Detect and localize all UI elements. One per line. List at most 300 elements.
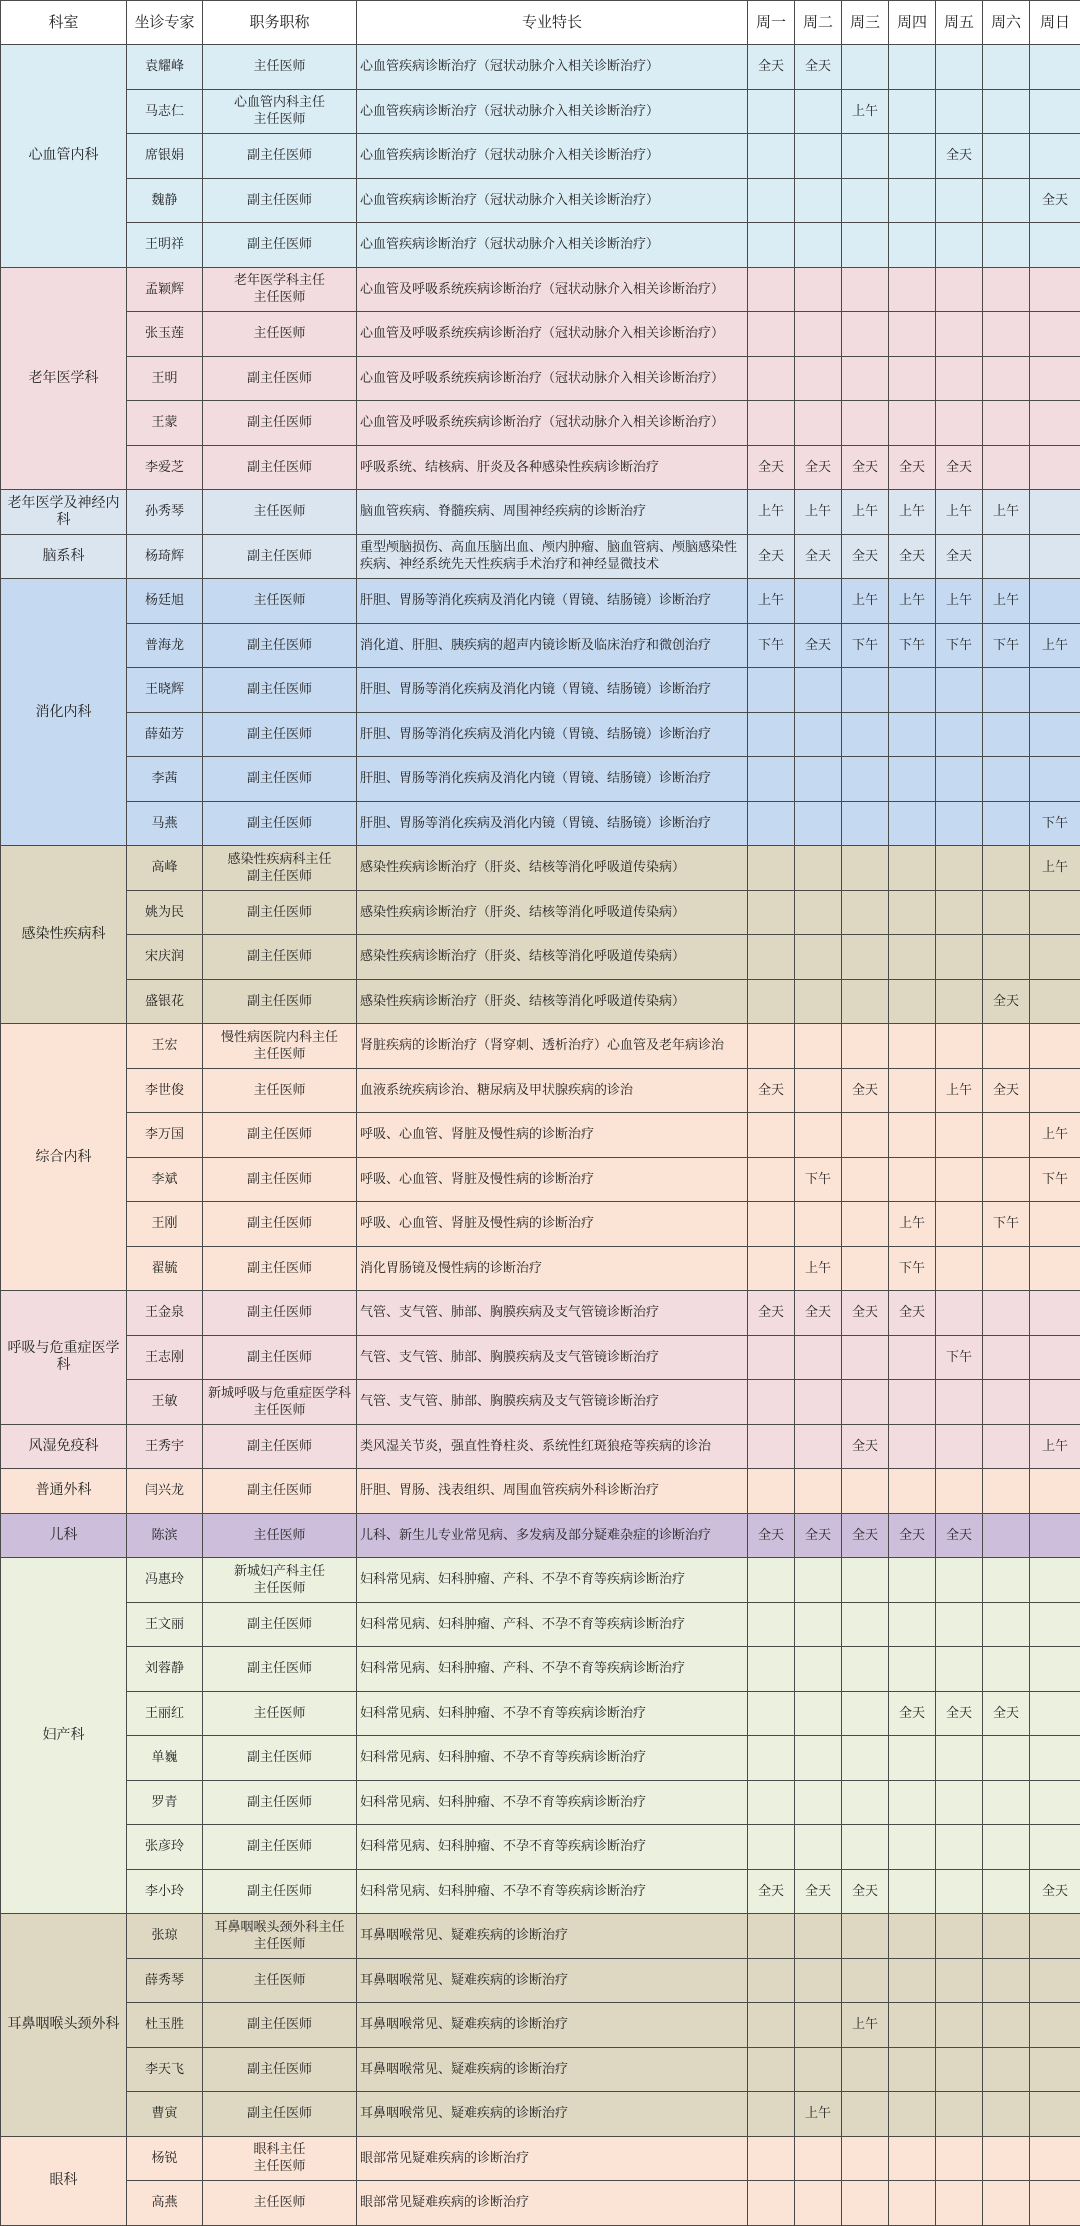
table-row bbox=[1, 1424, 1080, 1469]
header-title: 职务职称 bbox=[203, 1, 357, 45]
schedule-cell bbox=[748, 1780, 795, 1825]
specialty-cell: 心血管疾病诊断治疗（冠状动脉介入相关诊断治疗） bbox=[357, 134, 748, 179]
schedule-cell bbox=[842, 712, 889, 757]
schedule-cell bbox=[748, 223, 795, 268]
schedule-cell: 下午 bbox=[936, 623, 983, 668]
schedule-cell bbox=[795, 2003, 842, 2048]
doctor-title-cell: 副主任医师 bbox=[203, 1736, 357, 1781]
doctor-title-cell: 副主任医师 bbox=[203, 1602, 357, 1647]
doctor-title-cell: 副主任医师 bbox=[203, 1157, 357, 1202]
schedule-cell bbox=[748, 1825, 795, 1870]
schedule-cell bbox=[842, 801, 889, 846]
schedule-cell: 全天 bbox=[842, 1291, 889, 1336]
specialty-cell: 感染性疾病诊断治疗（肝炎、结核等消化呼吸道传染病） bbox=[357, 935, 748, 980]
doctor-title-cell: 副主任医师 bbox=[203, 712, 357, 757]
header-specialty: 专业特长 bbox=[357, 1, 748, 45]
schedule-cell bbox=[983, 134, 1030, 179]
schedule-cell bbox=[748, 1602, 795, 1647]
header-doctor: 坐诊专家 bbox=[127, 1, 203, 45]
doctor-name-cell: 刘蓉静 bbox=[127, 1647, 203, 1692]
schedule-cell: 全天 bbox=[795, 534, 842, 579]
schedule-cell bbox=[842, 668, 889, 713]
specialty-cell: 眼部常见疑难疾病的诊断治疗 bbox=[357, 2181, 748, 2226]
schedule-cell bbox=[795, 1780, 842, 1825]
schedule-cell bbox=[983, 1647, 1030, 1692]
table-row bbox=[1, 801, 1080, 846]
schedule-cell bbox=[936, 312, 983, 357]
table-row bbox=[1, 1869, 1080, 1914]
schedule-cell bbox=[936, 2092, 983, 2137]
table-row bbox=[1, 1736, 1080, 1781]
schedule-cell: 上午 bbox=[936, 1068, 983, 1113]
table-row bbox=[1, 356, 1080, 401]
schedule-cell: 全天 bbox=[983, 1691, 1030, 1736]
specialty-cell: 耳鼻咽喉常见、疑难疾病的诊断治疗 bbox=[357, 2003, 748, 2048]
schedule-cell: 全天 bbox=[889, 445, 936, 490]
schedule-cell bbox=[889, 89, 936, 134]
specialty-cell: 眼部常见疑难疾病的诊断治疗 bbox=[357, 2136, 748, 2181]
schedule-cell bbox=[936, 1157, 983, 1202]
schedule-cell bbox=[748, 1558, 795, 1603]
table-row bbox=[1, 1958, 1080, 2003]
table-row bbox=[1, 1335, 1080, 1380]
schedule-cell bbox=[889, 1558, 936, 1603]
schedule-cell: 全天 bbox=[795, 45, 842, 90]
table-row bbox=[1, 490, 1080, 535]
schedule-cell: 下午 bbox=[983, 1202, 1030, 1247]
schedule-cell bbox=[1030, 267, 1080, 312]
schedule-cell bbox=[795, 1335, 842, 1380]
specialty-cell: 肝胆、胃肠等消化疾病及消化内镜（胃镜、结肠镜）诊断治疗 bbox=[357, 801, 748, 846]
schedule-cell: 全天 bbox=[889, 1691, 936, 1736]
schedule-cell: 全天 bbox=[795, 1513, 842, 1558]
header-sat: 周六 bbox=[983, 1, 1030, 45]
doctor-title-cell: 副主任医师 bbox=[203, 1291, 357, 1336]
schedule-cell bbox=[795, 89, 842, 134]
doctor-title-cell: 副主任医师 bbox=[203, 1335, 357, 1380]
table-row bbox=[1, 1024, 1080, 1069]
schedule-cell bbox=[889, 757, 936, 802]
doctor-title-cell: 副主任医师 bbox=[203, 401, 357, 446]
schedule-cell bbox=[795, 1380, 842, 1425]
schedule-cell bbox=[748, 846, 795, 891]
doctor-name-cell: 王文丽 bbox=[127, 1602, 203, 1647]
table-row bbox=[1, 1469, 1080, 1514]
schedule-cell bbox=[936, 1246, 983, 1291]
doctor-title-cell: 副主任医师 bbox=[203, 1647, 357, 1692]
doctor-name-cell: 高峰 bbox=[127, 846, 203, 891]
schedule-cell bbox=[1030, 890, 1080, 935]
schedule-cell bbox=[1030, 1825, 1080, 1870]
schedule-cell bbox=[842, 757, 889, 802]
specialty-cell: 耳鼻咽喉常见、疑难疾病的诊断治疗 bbox=[357, 2092, 748, 2137]
schedule-cell bbox=[795, 712, 842, 757]
doctor-title-cell: 副主任医师 bbox=[203, 445, 357, 490]
schedule-cell bbox=[748, 1424, 795, 1469]
schedule-cell bbox=[889, 668, 936, 713]
schedule-cell: 上午 bbox=[983, 490, 1030, 535]
schedule-cell bbox=[936, 2136, 983, 2181]
schedule-cell bbox=[889, 1825, 936, 1870]
doctor-title-cell: 副主任医师 bbox=[203, 134, 357, 179]
schedule-cell: 全天 bbox=[842, 1513, 889, 1558]
schedule-cell bbox=[795, 935, 842, 980]
schedule-cell bbox=[983, 356, 1030, 401]
schedule-cell bbox=[983, 1558, 1030, 1603]
schedule-cell bbox=[842, 178, 889, 223]
schedule-cell bbox=[748, 1202, 795, 1247]
schedule-cell bbox=[889, 134, 936, 179]
doctor-title-cell: 副主任医师 bbox=[203, 890, 357, 935]
doctor-name-cell: 杨琦辉 bbox=[127, 534, 203, 579]
doctor-title-cell: 副主任医师 bbox=[203, 1780, 357, 1825]
specialty-cell: 妇科常见病、妇科肿瘤、不孕不育等疾病诊断治疗 bbox=[357, 1736, 748, 1781]
schedule-cell bbox=[1030, 1291, 1080, 1336]
schedule-cell bbox=[983, 2092, 1030, 2137]
schedule-cell: 下午 bbox=[1030, 801, 1080, 846]
schedule-cell bbox=[748, 1335, 795, 1380]
doctor-name-cell: 李斌 bbox=[127, 1157, 203, 1202]
schedule-cell: 全天 bbox=[889, 534, 936, 579]
schedule-cell: 全天 bbox=[795, 623, 842, 668]
schedule-cell: 上午 bbox=[748, 579, 795, 624]
doctor-name-cell: 王丽红 bbox=[127, 1691, 203, 1736]
specialty-cell: 呼吸、心血管、肾脏及慢性病的诊断治疗 bbox=[357, 1202, 748, 1247]
table-row bbox=[1, 579, 1080, 624]
header-thu: 周四 bbox=[889, 1, 936, 45]
schedule-cell bbox=[748, 178, 795, 223]
schedule-cell bbox=[1030, 579, 1080, 624]
schedule-cell bbox=[795, 757, 842, 802]
schedule-cell bbox=[842, 1780, 889, 1825]
specialty-cell: 气管、支气管、肺部、胸膜疾病及支气管镜诊断治疗 bbox=[357, 1335, 748, 1380]
doctor-title-cell: 副主任医师 bbox=[203, 979, 357, 1024]
specialty-cell: 妇科常见病、妇科肿瘤、不孕不育等疾病诊断治疗 bbox=[357, 1869, 748, 1914]
table-row bbox=[1, 623, 1080, 668]
schedule-cell: 全天 bbox=[748, 45, 795, 90]
schedule-cell bbox=[842, 312, 889, 357]
department-cell: 心血管内科 bbox=[1, 45, 127, 268]
doctor-name-cell: 李爱芝 bbox=[127, 445, 203, 490]
doctor-name-cell: 高燕 bbox=[127, 2181, 203, 2226]
schedule-cell: 上午 bbox=[795, 490, 842, 535]
schedule-cell bbox=[983, 935, 1030, 980]
schedule-cell bbox=[842, 1202, 889, 1247]
schedule-cell bbox=[936, 267, 983, 312]
doctor-name-cell: 李小玲 bbox=[127, 1869, 203, 1914]
table-row bbox=[1, 1068, 1080, 1113]
schedule-cell bbox=[983, 1869, 1030, 1914]
schedule-cell: 下午 bbox=[889, 1246, 936, 1291]
schedule-cell bbox=[842, 1691, 889, 1736]
schedule-cell bbox=[795, 1958, 842, 2003]
table-row bbox=[1, 1202, 1080, 1247]
schedule-cell bbox=[889, 178, 936, 223]
schedule-cell bbox=[795, 1068, 842, 1113]
doctor-title-cell: 主任医师 bbox=[203, 1068, 357, 1113]
schedule-cell bbox=[842, 1958, 889, 2003]
doctor-name-cell: 马燕 bbox=[127, 801, 203, 846]
schedule-cell bbox=[1030, 2092, 1080, 2137]
header-fri: 周五 bbox=[936, 1, 983, 45]
doctor-title-cell: 主任医师 bbox=[203, 312, 357, 357]
specialty-cell: 肝胆、胃肠等消化疾病及消化内镜（胃镜、结肠镜）诊断治疗 bbox=[357, 757, 748, 802]
schedule-cell bbox=[936, 1469, 983, 1514]
specialty-cell: 妇科常见病、妇科肿瘤、不孕不育等疾病诊断治疗 bbox=[357, 1780, 748, 1825]
schedule-cell bbox=[983, 1113, 1030, 1158]
schedule-cell bbox=[842, 1558, 889, 1603]
department-cell: 耳鼻咽喉头颈外科 bbox=[1, 1914, 127, 2137]
schedule-cell bbox=[889, 2047, 936, 2092]
specialty-cell: 肝胆、胃肠等消化疾病及消化内镜（胃镜、结肠镜）诊断治疗 bbox=[357, 668, 748, 713]
schedule-cell: 全天 bbox=[842, 445, 889, 490]
schedule-cell bbox=[842, 1380, 889, 1425]
doctor-name-cell: 王宏 bbox=[127, 1024, 203, 1069]
schedule-cell bbox=[936, 1602, 983, 1647]
schedule-cell bbox=[748, 267, 795, 312]
header-wed: 周三 bbox=[842, 1, 889, 45]
doctor-name-cell: 王明 bbox=[127, 356, 203, 401]
schedule-cell bbox=[795, 1024, 842, 1069]
doctor-title-cell: 主任医师 bbox=[203, 45, 357, 90]
table-row bbox=[1, 1780, 1080, 1825]
schedule-cell: 全天 bbox=[795, 1869, 842, 1914]
table-row bbox=[1, 223, 1080, 268]
schedule-cell bbox=[889, 979, 936, 1024]
table-row bbox=[1, 534, 1080, 579]
schedule-cell bbox=[983, 401, 1030, 446]
schedule-cell bbox=[1030, 534, 1080, 579]
table-row bbox=[1, 2003, 1080, 2048]
doctor-name-cell: 薛秀琴 bbox=[127, 1958, 203, 2003]
doctor-name-cell: 杜玉胜 bbox=[127, 2003, 203, 2048]
schedule-cell bbox=[748, 1647, 795, 1692]
schedule-cell bbox=[1030, 1958, 1080, 2003]
department-cell: 儿科 bbox=[1, 1513, 127, 1558]
schedule-cell: 全天 bbox=[936, 534, 983, 579]
schedule-cell bbox=[889, 1113, 936, 1158]
schedule-cell bbox=[842, 1246, 889, 1291]
schedule-cell: 全天 bbox=[748, 1068, 795, 1113]
schedule-cell bbox=[748, 2092, 795, 2137]
department-cell: 老年医学科 bbox=[1, 267, 127, 490]
schedule-cell bbox=[842, 979, 889, 1024]
specialty-cell: 消化道、肝胆、胰疾病的超声内镜诊断及临床治疗和微创治疗 bbox=[357, 623, 748, 668]
header-row bbox=[1, 1, 1080, 45]
schedule-cell: 全天 bbox=[748, 1869, 795, 1914]
schedule-cell bbox=[795, 223, 842, 268]
schedule-cell bbox=[983, 534, 1030, 579]
schedule-cell: 上午 bbox=[889, 579, 936, 624]
schedule-cell bbox=[983, 1246, 1030, 1291]
specialty-cell: 耳鼻咽喉常见、疑难疾病的诊断治疗 bbox=[357, 1914, 748, 1959]
schedule-cell bbox=[1030, 1780, 1080, 1825]
schedule-cell bbox=[889, 1914, 936, 1959]
specialty-cell: 心血管及呼吸系统疾病诊断治疗（冠状动脉介入相关诊断治疗） bbox=[357, 312, 748, 357]
department-cell: 脑系科 bbox=[1, 534, 127, 579]
schedule-cell bbox=[748, 668, 795, 713]
schedule-cell bbox=[983, 267, 1030, 312]
schedule-cell bbox=[936, 801, 983, 846]
schedule-cell bbox=[983, 445, 1030, 490]
schedule-cell bbox=[748, 2047, 795, 2092]
specialty-cell: 感染性疾病诊断治疗（肝炎、结核等消化呼吸道传染病） bbox=[357, 890, 748, 935]
department-cell: 妇产科 bbox=[1, 1558, 127, 1914]
schedule-cell bbox=[936, 935, 983, 980]
doctor-title-cell: 副主任医师 bbox=[203, 178, 357, 223]
doctor-title-cell: 主任医师 bbox=[203, 2181, 357, 2226]
schedule-cell: 全天 bbox=[842, 1869, 889, 1914]
specialty-cell: 肾脏疾病的诊断治疗（肾穿刺、透析治疗）心血管及老年病诊治 bbox=[357, 1024, 748, 1069]
doctor-name-cell: 盛银花 bbox=[127, 979, 203, 1024]
schedule-cell bbox=[936, 2003, 983, 2048]
doctor-title-cell: 主任医师 bbox=[203, 1691, 357, 1736]
schedule-cell bbox=[889, 935, 936, 980]
schedule-cell bbox=[748, 1958, 795, 2003]
schedule-cell bbox=[983, 1736, 1030, 1781]
schedule-cell bbox=[1030, 2047, 1080, 2092]
header-sun: 周日 bbox=[1030, 1, 1080, 45]
department-cell: 感染性疾病科 bbox=[1, 846, 127, 1024]
doctor-title-cell: 主任医师 bbox=[203, 1958, 357, 2003]
schedule-cell: 上午 bbox=[983, 579, 1030, 624]
schedule-cell bbox=[983, 1914, 1030, 1959]
schedule-cell bbox=[795, 1424, 842, 1469]
schedule-cell bbox=[936, 1202, 983, 1247]
schedule-cell: 上午 bbox=[1030, 623, 1080, 668]
schedule-cell bbox=[983, 1024, 1030, 1069]
schedule-cell: 全天 bbox=[889, 1513, 936, 1558]
schedule-cell bbox=[936, 757, 983, 802]
department-cell: 综合内科 bbox=[1, 1024, 127, 1291]
schedule-cell bbox=[842, 1914, 889, 1959]
schedule-cell bbox=[936, 1113, 983, 1158]
schedule-cell: 全天 bbox=[795, 1291, 842, 1336]
table-row bbox=[1, 1558, 1080, 1603]
doctor-title-cell: 副主任医师 bbox=[203, 2092, 357, 2137]
schedule-cell bbox=[936, 223, 983, 268]
schedule-cell bbox=[748, 1736, 795, 1781]
doctor-title-cell: 副主任医师 bbox=[203, 1469, 357, 1514]
doctor-name-cell: 张琼 bbox=[127, 1914, 203, 1959]
schedule-cell bbox=[936, 846, 983, 891]
schedule-cell: 上午 bbox=[842, 89, 889, 134]
schedule-cell bbox=[748, 356, 795, 401]
doctor-name-cell: 王晓辉 bbox=[127, 668, 203, 713]
schedule-cell bbox=[1030, 1380, 1080, 1425]
schedule-cell bbox=[936, 1914, 983, 1959]
header-mon: 周一 bbox=[748, 1, 795, 45]
schedule-cell bbox=[748, 89, 795, 134]
schedule-cell bbox=[748, 890, 795, 935]
schedule-cell bbox=[936, 1869, 983, 1914]
doctor-name-cell: 李世俊 bbox=[127, 1068, 203, 1113]
schedule-cell bbox=[889, 712, 936, 757]
doctor-title-cell: 主任医师 bbox=[203, 1513, 357, 1558]
schedule-cell bbox=[889, 1335, 936, 1380]
schedule-cell bbox=[842, 2181, 889, 2226]
schedule-cell bbox=[1030, 1513, 1080, 1558]
schedule-cell bbox=[1030, 1469, 1080, 1514]
doctor-name-cell: 席银娟 bbox=[127, 134, 203, 179]
doctor-name-cell: 普海龙 bbox=[127, 623, 203, 668]
specialty-cell: 心血管疾病诊断治疗（冠状动脉介入相关诊断治疗） bbox=[357, 223, 748, 268]
schedule-cell bbox=[842, 890, 889, 935]
doctor-title-cell: 新城妇产科主任 主任医师 bbox=[203, 1558, 357, 1603]
table-row bbox=[1, 267, 1080, 312]
schedule-cell bbox=[1030, 1691, 1080, 1736]
schedule-cell: 上午 bbox=[795, 2092, 842, 2137]
doctor-name-cell: 翟毓 bbox=[127, 1246, 203, 1291]
schedule-cell bbox=[1030, 45, 1080, 90]
schedule-cell: 全天 bbox=[795, 445, 842, 490]
schedule-cell: 上午 bbox=[1030, 1424, 1080, 1469]
schedule-cell bbox=[1030, 401, 1080, 446]
table-row bbox=[1, 1291, 1080, 1336]
schedule-cell: 上午 bbox=[1030, 846, 1080, 891]
table-row bbox=[1, 401, 1080, 446]
schedule-cell: 全天 bbox=[842, 534, 889, 579]
schedule-cell bbox=[936, 2047, 983, 2092]
schedule-cell: 全天 bbox=[983, 1068, 1030, 1113]
schedule-cell bbox=[889, 2003, 936, 2048]
doctor-title-cell: 副主任医师 bbox=[203, 223, 357, 268]
schedule-cell bbox=[795, 1469, 842, 1514]
specialty-cell: 心血管疾病诊断治疗（冠状动脉介入相关诊断治疗） bbox=[357, 178, 748, 223]
schedule-cell: 全天 bbox=[842, 1424, 889, 1469]
schedule-cell bbox=[983, 757, 1030, 802]
schedule-cell bbox=[889, 1469, 936, 1514]
schedule-cell bbox=[1030, 1068, 1080, 1113]
schedule-cell bbox=[748, 1157, 795, 1202]
schedule-cell bbox=[748, 312, 795, 357]
schedule-cell: 全天 bbox=[983, 979, 1030, 1024]
doctor-name-cell: 王志刚 bbox=[127, 1335, 203, 1380]
schedule-cell: 下午 bbox=[748, 623, 795, 668]
schedule-cell bbox=[983, 890, 1030, 935]
doctor-name-cell: 李天飞 bbox=[127, 2047, 203, 2092]
doctor-name-cell: 王秀宇 bbox=[127, 1424, 203, 1469]
schedule-cell bbox=[842, 45, 889, 90]
schedule-cell bbox=[889, 223, 936, 268]
table-row bbox=[1, 757, 1080, 802]
schedule-cell bbox=[983, 1602, 1030, 1647]
schedule-cell bbox=[795, 1647, 842, 1692]
schedule-cell bbox=[936, 1780, 983, 1825]
table-row bbox=[1, 890, 1080, 935]
specialty-cell: 呼吸、心血管、肾脏及慢性病的诊断治疗 bbox=[357, 1157, 748, 1202]
schedule-cell bbox=[842, 223, 889, 268]
department-cell: 消化内科 bbox=[1, 579, 127, 846]
doctor-name-cell: 马志仁 bbox=[127, 89, 203, 134]
schedule-cell bbox=[748, 757, 795, 802]
schedule-cell: 全天 bbox=[748, 445, 795, 490]
specialty-cell: 心血管疾病诊断治疗（冠状动脉介入相关诊断治疗） bbox=[357, 89, 748, 134]
schedule-cell bbox=[748, 935, 795, 980]
schedule-cell bbox=[936, 1958, 983, 2003]
schedule-cell bbox=[842, 1024, 889, 1069]
specialty-cell: 呼吸、心血管、肾脏及慢性病的诊断治疗 bbox=[357, 1113, 748, 1158]
schedule-cell bbox=[795, 1691, 842, 1736]
schedule-cell bbox=[842, 846, 889, 891]
schedule-cell bbox=[748, 1380, 795, 1425]
specialty-cell: 肝胆、胃肠等消化疾病及消化内镜（胃镜、结肠镜）诊断治疗 bbox=[357, 712, 748, 757]
table-row bbox=[1, 1691, 1080, 1736]
schedule-cell bbox=[936, 401, 983, 446]
table-row bbox=[1, 846, 1080, 891]
specialty-cell: 心血管疾病诊断治疗（冠状动脉介入相关诊断治疗） bbox=[357, 45, 748, 90]
specialty-cell: 妇科常见病、妇科肿瘤、不孕不育等疾病诊断治疗 bbox=[357, 1691, 748, 1736]
